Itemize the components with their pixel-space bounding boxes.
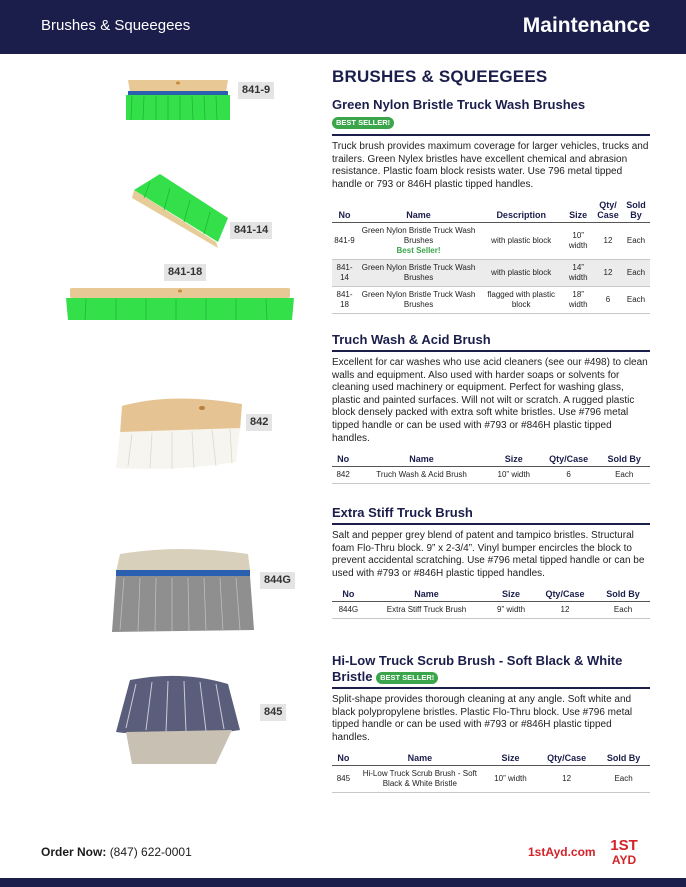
page-title: BRUSHES & SQUEEGEES <box>332 67 548 86</box>
cell-description: with plastic block <box>480 260 562 287</box>
cell-size: 10” width <box>489 467 539 484</box>
image-tag-842: 842 <box>246 414 272 431</box>
cell-size: 10” width <box>562 223 594 260</box>
section-extra-stiff <box>332 505 650 619</box>
cell-name <box>357 223 480 260</box>
col-header: Sold By <box>598 452 650 467</box>
image-tag-844G: 844G <box>260 572 295 589</box>
order-label: Order Now: <box>41 845 107 859</box>
section-rule <box>332 350 650 352</box>
cell-no: 845 <box>332 766 355 793</box>
col-header: Qty/Case <box>539 452 599 467</box>
brush-842-image <box>112 396 246 470</box>
section-description: Salt and pepper grey blend of patent and tampico bristles. Structural foam Flo-Thru block. 9” x 2-3/4”. Vinyl bumper encircles the block to prevent accidental scratching. Use #796 metal tipped handle or can be used with #793 or #846H plastic tipped handles. <box>332 530 645 579</box>
order-info <box>41 845 192 859</box>
cell-name: Hi-Low Truck Scrub Brush - Soft Black & White Bristle <box>355 766 485 793</box>
cell-sold-by: Each <box>598 467 650 484</box>
cell-name: Green Nylon Bristle Truck Wash Brushes <box>357 260 480 287</box>
section-hi-low <box>332 653 650 793</box>
page-header <box>0 0 686 54</box>
brush-844G-image <box>110 546 256 634</box>
svg-text:1ST: 1ST <box>610 837 638 854</box>
section-acid-brush <box>332 332 650 484</box>
category-name: Maintenance <box>522 14 650 37</box>
col-header: Name <box>355 751 485 766</box>
cell-sold-by: Each <box>597 766 650 793</box>
cell-no: 844G <box>332 602 365 619</box>
cell-no: 841-14 <box>332 260 357 287</box>
cell-description: with plastic block <box>480 223 562 260</box>
product-table <box>332 587 650 619</box>
col-header: Size <box>488 587 534 602</box>
table-row <box>332 223 650 260</box>
image-tag-841-9: 841-9 <box>238 82 274 99</box>
section-green-nylon <box>332 97 650 314</box>
cell-no: 841-18 <box>332 287 357 314</box>
section-name: Brushes & Squeegees <box>41 17 191 34</box>
cell-qty: 6 <box>594 287 622 314</box>
section-description: Split-shape provides thorough cleaning at any angle. Soft white and black polypropylene bristles. Plastic Flo-Thru block. Use #796 metal tipped handle or can be used with #793 or #846H plastic tipped handles. <box>332 694 633 743</box>
brush-841-9-image <box>122 74 234 124</box>
cell-size: 9” width <box>488 602 534 619</box>
image-tag-841-18: 841-18 <box>164 264 206 281</box>
col-header: Qty/Case <box>536 751 597 766</box>
section-rule <box>332 134 650 136</box>
col-header: No <box>332 452 354 467</box>
cell-description: flagged with plastic block <box>480 287 562 314</box>
col-header: No <box>332 751 355 766</box>
col-header: Size <box>562 198 594 223</box>
col-header: Description <box>480 198 562 223</box>
col-header: No <box>332 587 365 602</box>
product-table <box>332 198 650 314</box>
section-rule <box>332 687 650 689</box>
cell-qty: 12 <box>536 766 597 793</box>
order-phone: (847) 622-0001 <box>109 845 192 859</box>
col-header: Name <box>365 587 489 602</box>
brush-841-14-image <box>130 170 230 248</box>
col-header: Size <box>485 751 536 766</box>
website-link[interactable]: 1stAyd.com <box>528 845 596 859</box>
table-row <box>332 766 650 793</box>
svg-text:AYD: AYD <box>611 853 637 867</box>
col-header: Qty/Case <box>534 587 596 602</box>
cell-qty: 12 <box>534 602 596 619</box>
section-title: Truch Wash & Acid Brush <box>332 332 491 347</box>
section-rule <box>332 523 650 525</box>
cell-no: 841-9 <box>332 223 357 260</box>
cell-no: 842 <box>332 467 354 484</box>
brush-845-image <box>112 674 242 768</box>
col-header: Qty/ Case <box>594 198 622 223</box>
image-tag-841-14: 841-14 <box>230 222 272 239</box>
best-seller-note: Best Seller! <box>396 246 441 256</box>
cell-sold-by: Each <box>622 260 650 287</box>
cell-qty: 6 <box>539 467 599 484</box>
section-title: Extra Stiff Truck Brush <box>332 505 473 520</box>
col-header: Size <box>489 452 539 467</box>
cell-qty: 12 <box>594 223 622 260</box>
cell-name: Extra Stiff Truck Brush <box>365 602 489 619</box>
col-header: Name <box>357 198 480 223</box>
cell-qty: 12 <box>594 260 622 287</box>
cell-size: 10” width <box>485 766 536 793</box>
table-row <box>332 287 650 314</box>
cell-name: Green Nylon Bristle Truck Wash Brushes <box>357 287 480 314</box>
section-description: Excellent for car washes who use acid cleaners (see our #498) to clean walls and equipment. Also used with harder soaps or solvents for cleaning used machinery or equipment. Perfect for washing glass, plastic and painted surfaces. Will not wilt or scratch. A rugged plastic block densely packed with extra soft white bristles. Use #796 metal tipped handle or can be used with #793 or #846H plastic tipped handles. <box>332 357 648 444</box>
cell-size: 14” width <box>562 260 594 287</box>
footer-bar <box>0 878 686 887</box>
section-title-text: Hi-Low Truck Scrub Brush - Soft Black & White Bristle <box>332 653 623 684</box>
col-header: Sold By <box>622 198 650 223</box>
product-table <box>332 452 650 484</box>
cell-name-text: Green Nylon Bristle Truck Wash Brushes <box>361 226 476 246</box>
best-seller-badge: BEST SELLER! <box>376 672 438 684</box>
cell-sold-by: Each <box>622 223 650 260</box>
col-header: Sold By <box>596 587 650 602</box>
best-seller-badge: BEST SELLER! <box>332 117 394 129</box>
col-header: No <box>332 198 357 223</box>
company-logo <box>604 835 644 867</box>
section-title <box>332 653 650 685</box>
cell-sold-by: Each <box>596 602 650 619</box>
section-description: Truck brush provides maximum coverage for larger vehicles, trucks and trailers. Green Nylex bristles have excellent chemical and abrasion resistance. Plastic foam block resists water. Use 796 metal tipped handle or 793 or 846H plastic tipped handles. <box>332 141 649 190</box>
cell-name: Truch Wash & Acid Brush <box>354 467 488 484</box>
product-table <box>332 751 650 793</box>
section-title: Green Nylon Bristle Truck Wash Brushes <box>332 97 586 112</box>
col-header: Sold By <box>597 751 650 766</box>
table-row <box>332 260 650 287</box>
cell-sold-by: Each <box>622 287 650 314</box>
table-row <box>332 467 650 484</box>
cell-size: 18” width <box>562 287 594 314</box>
image-tag-845: 845 <box>260 704 286 721</box>
col-header: Name <box>354 452 488 467</box>
table-row <box>332 602 650 619</box>
brush-841-18-image <box>66 286 294 324</box>
